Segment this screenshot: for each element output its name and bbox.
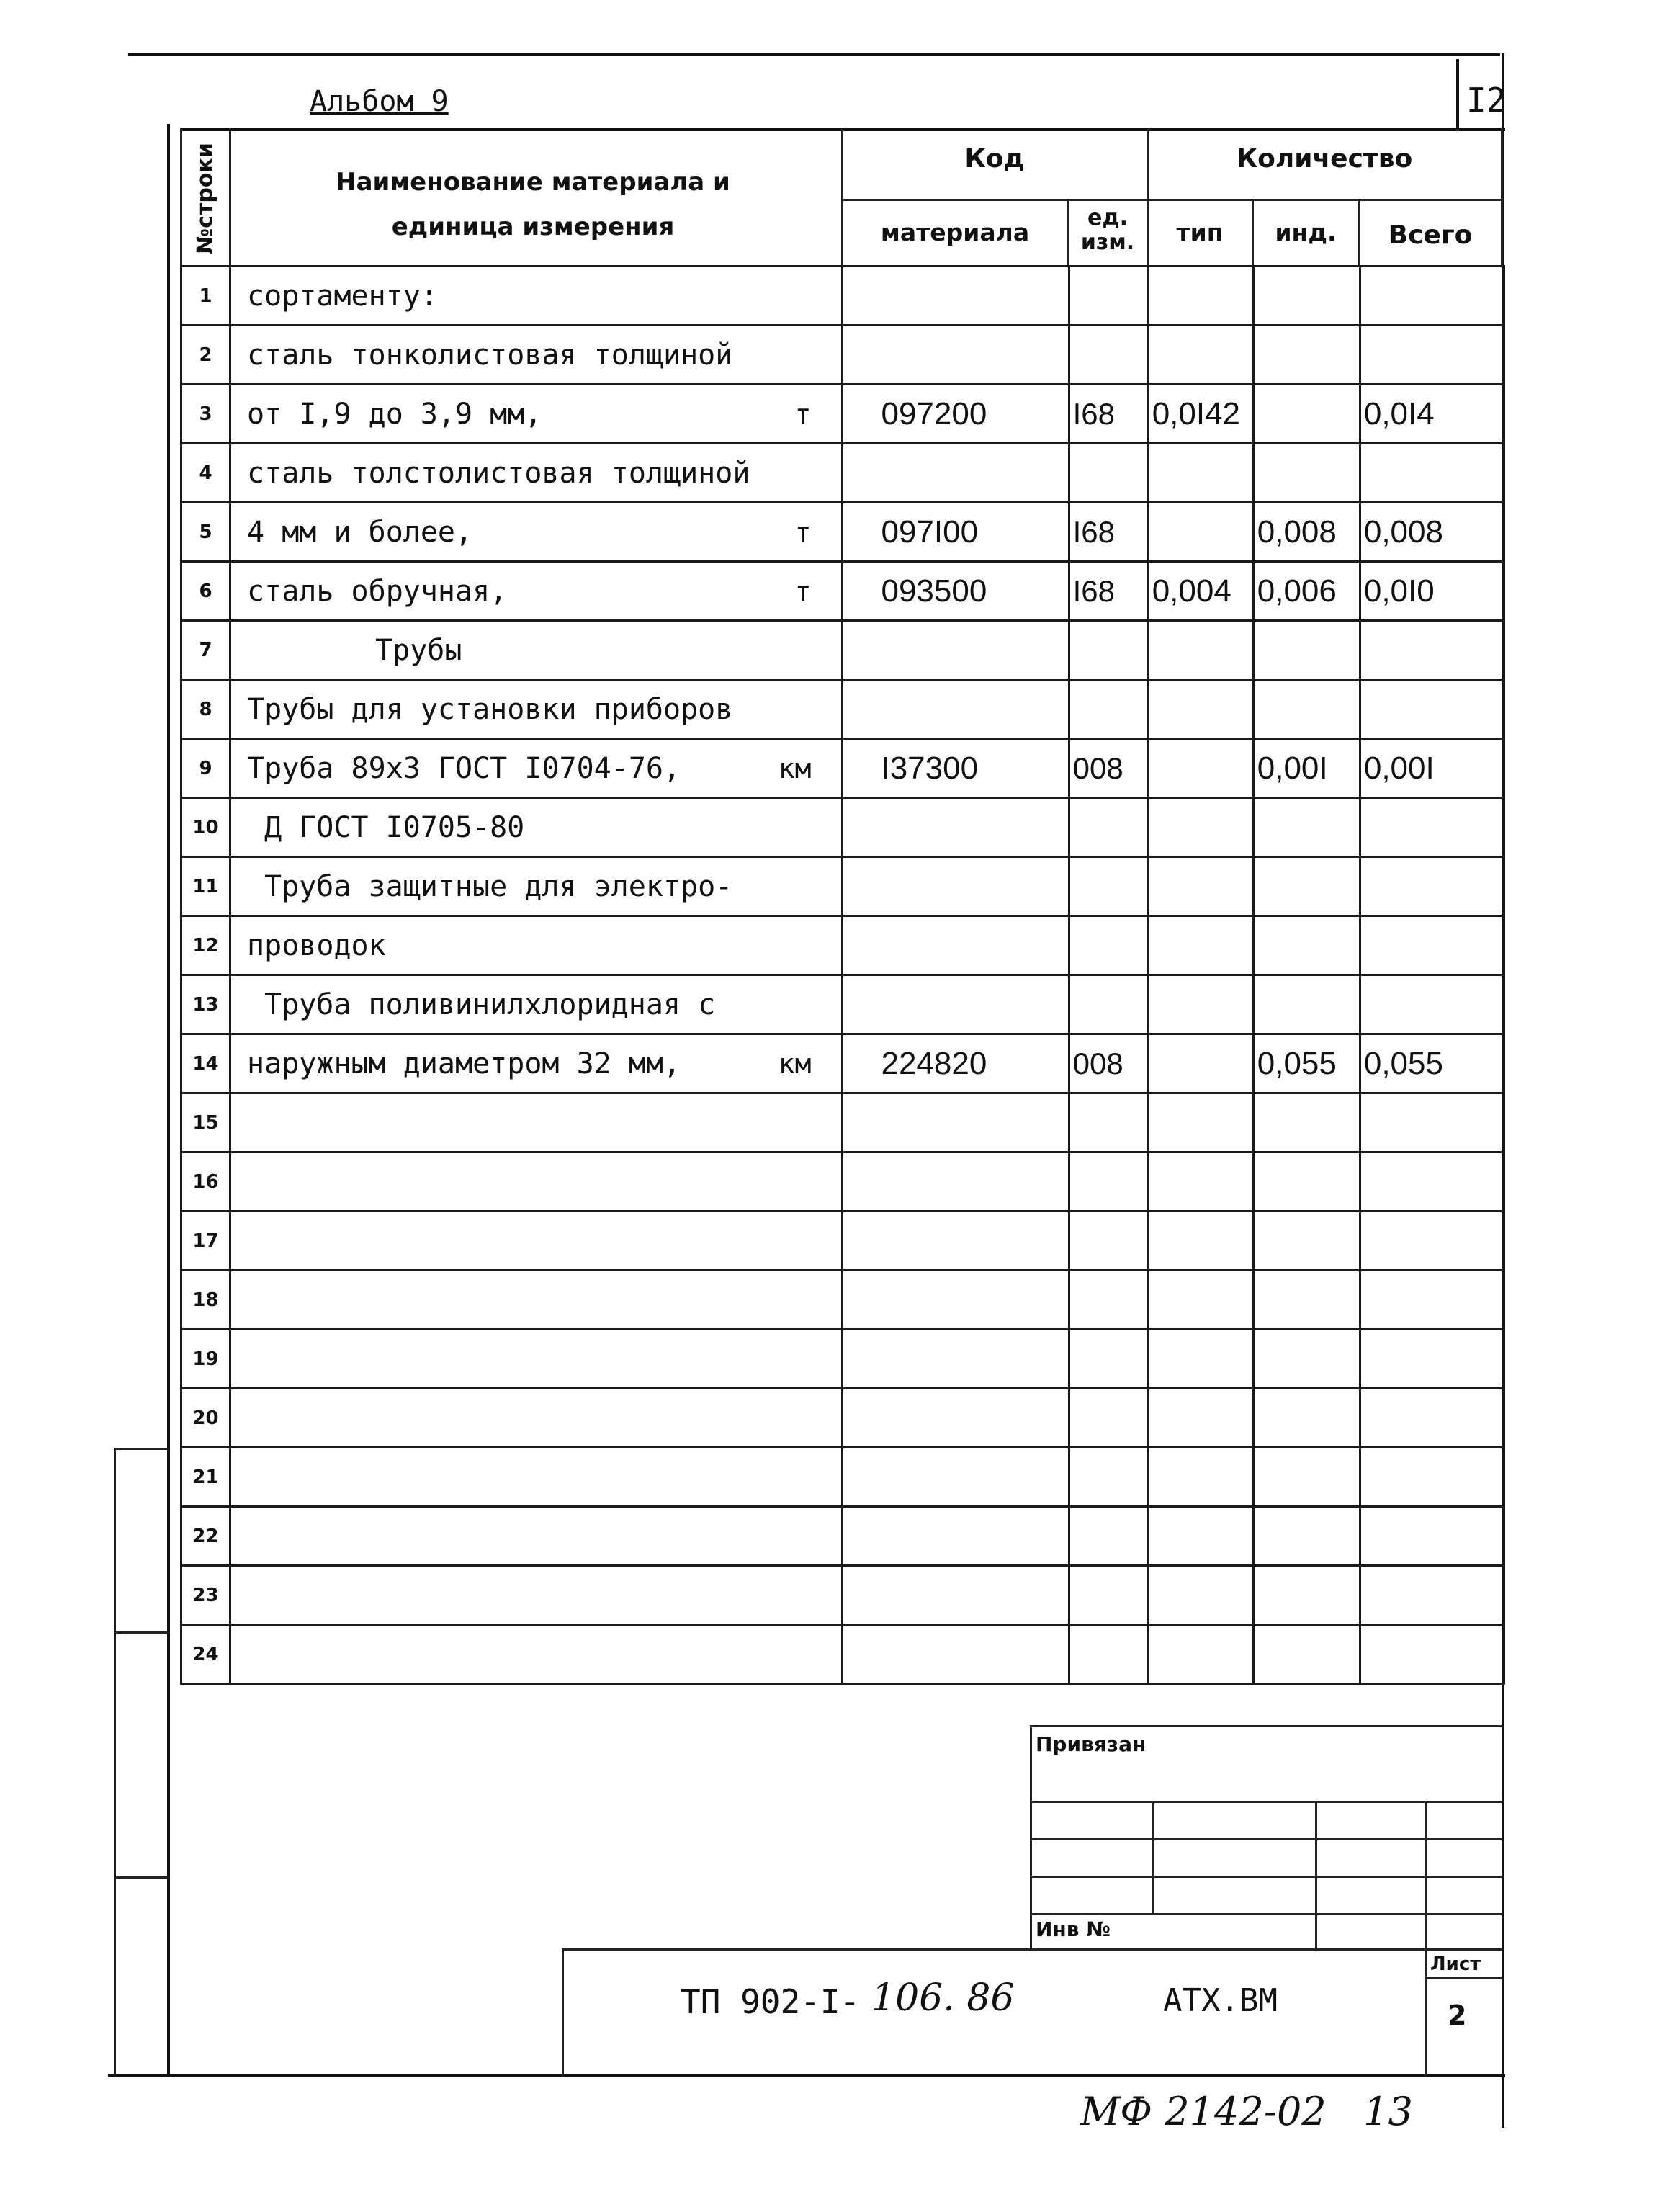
qty-total-cell bbox=[1360, 680, 1504, 739]
material-code-cell bbox=[843, 975, 1069, 1034]
qty-total-cell bbox=[1360, 1448, 1504, 1507]
qty-total-cell bbox=[1360, 916, 1504, 975]
material-name-cell bbox=[230, 1152, 843, 1212]
material-name-cell bbox=[230, 621, 843, 680]
qty-total-cell: 0,0I4 bbox=[1360, 385, 1504, 444]
row-number-cell: 19 bbox=[181, 1330, 230, 1389]
material-name-cell bbox=[230, 739, 843, 798]
page-number: I2 bbox=[1466, 81, 1507, 120]
qty-type-cell bbox=[1148, 326, 1253, 385]
table-row bbox=[181, 1152, 1504, 1212]
table-row bbox=[181, 798, 1504, 857]
material-name-cell bbox=[230, 1566, 843, 1625]
material-code-cell: 093500 bbox=[843, 562, 1069, 621]
material-name-text: 4 мм и более, bbox=[247, 515, 473, 549]
qty-total-cell bbox=[1360, 267, 1504, 326]
qty-ind-cell bbox=[1253, 1330, 1360, 1389]
material-code-cell bbox=[843, 1093, 1069, 1152]
qty-total-cell bbox=[1360, 1625, 1504, 1684]
qty-ind-cell bbox=[1253, 1625, 1360, 1684]
material-code-cell bbox=[843, 621, 1069, 680]
unit-code-cell bbox=[1069, 680, 1148, 739]
material-name-cell bbox=[230, 1271, 843, 1330]
header-qty-type: тип bbox=[1176, 218, 1224, 246]
material-code-cell: I37300 bbox=[843, 739, 1069, 798]
qty-ind-cell bbox=[1253, 621, 1360, 680]
material-name-text: Труба 89х3 ГОСТ I0704-76, bbox=[247, 751, 681, 785]
unit-code-cell bbox=[1069, 857, 1148, 916]
qty-total-cell: 0,0I0 bbox=[1360, 562, 1504, 621]
qty-total-cell bbox=[1360, 975, 1504, 1034]
row-number-cell: 7 bbox=[181, 621, 230, 680]
row-number-cell: 10 bbox=[181, 798, 230, 857]
material-unit-text: т bbox=[794, 398, 812, 430]
row-number-cell: 18 bbox=[181, 1271, 230, 1330]
stamp-doc-section: АТХ.ВМ bbox=[1163, 1982, 1278, 2019]
unit-code-cell bbox=[1069, 1330, 1148, 1389]
material-name-cell bbox=[230, 1212, 843, 1271]
qty-type-cell bbox=[1148, 1093, 1253, 1152]
material-code-cell bbox=[843, 1507, 1069, 1566]
material-code-cell bbox=[843, 1152, 1069, 1212]
material-name-text: Труба поливинилхлоридная с bbox=[264, 988, 716, 1021]
row-number-cell: 3 bbox=[181, 385, 230, 444]
qty-type-cell bbox=[1148, 503, 1253, 562]
album-label: Альбом 9 bbox=[310, 85, 449, 118]
unit-code-cell: I68 bbox=[1069, 503, 1148, 562]
row-number-cell: 5 bbox=[181, 503, 230, 562]
qty-ind-cell bbox=[1253, 1271, 1360, 1330]
qty-type-cell bbox=[1148, 1152, 1253, 1212]
page-number-divider bbox=[1456, 59, 1459, 128]
binding-mark-1 bbox=[114, 1448, 169, 1450]
material-name-text: Трубы для установки приборов bbox=[247, 692, 733, 726]
material-name-cell bbox=[230, 503, 843, 562]
unit-code-cell bbox=[1069, 267, 1148, 326]
qty-total-cell bbox=[1360, 326, 1504, 385]
material-unit-text: км bbox=[778, 752, 812, 784]
header-qty-ind: инд. bbox=[1275, 218, 1337, 246]
row-number-cell: 4 bbox=[181, 444, 230, 503]
qty-total-cell: 0,00I bbox=[1360, 739, 1504, 798]
header-code-unit: ед. изм. bbox=[1080, 205, 1135, 255]
qty-ind-cell bbox=[1253, 1389, 1360, 1448]
stamp-sheet-label: Лист bbox=[1430, 1953, 1481, 1975]
unit-code-cell bbox=[1069, 916, 1148, 975]
material-name-cell bbox=[230, 1330, 843, 1389]
material-name-cell bbox=[230, 798, 843, 857]
row-number-cell: 9 bbox=[181, 739, 230, 798]
qty-type-cell bbox=[1148, 1212, 1253, 1271]
qty-total-cell bbox=[1360, 1507, 1504, 1566]
material-name-cell bbox=[230, 326, 843, 385]
row-number-cell: 20 bbox=[181, 1389, 230, 1448]
table-row bbox=[181, 562, 1504, 621]
row-number-cell: 12 bbox=[181, 916, 230, 975]
material-code-cell bbox=[843, 1330, 1069, 1389]
qty-total-cell bbox=[1360, 1389, 1504, 1448]
qty-total-cell bbox=[1360, 857, 1504, 916]
qty-ind-cell: 0,006 bbox=[1253, 562, 1360, 621]
material-code-cell bbox=[843, 680, 1069, 739]
material-name-cell bbox=[230, 1625, 843, 1684]
qty-total-cell bbox=[1360, 798, 1504, 857]
unit-code-cell bbox=[1069, 326, 1148, 385]
qty-ind-cell bbox=[1253, 1448, 1360, 1507]
material-code-cell bbox=[843, 798, 1069, 857]
material-code-cell: 097I00 bbox=[843, 503, 1069, 562]
qty-ind-cell bbox=[1253, 1566, 1360, 1625]
qty-ind-cell bbox=[1253, 326, 1360, 385]
header-code-material: материала bbox=[880, 218, 1030, 246]
table-row bbox=[181, 739, 1504, 798]
material-name-text: Д ГОСТ I0705-80 bbox=[264, 810, 525, 844]
table-row bbox=[181, 1034, 1504, 1093]
frame-left-line bbox=[167, 124, 170, 2076]
material-code-cell: 097200 bbox=[843, 385, 1069, 444]
material-name-cell bbox=[230, 975, 843, 1034]
unit-code-cell bbox=[1069, 1448, 1148, 1507]
header-qty-total: Всего bbox=[1388, 220, 1473, 250]
row-number-cell: 24 bbox=[181, 1625, 230, 1684]
qty-total-cell bbox=[1360, 1152, 1504, 1212]
qty-total-cell: 0,008 bbox=[1360, 503, 1504, 562]
material-name-text: сталь толстолистовая толщиной bbox=[247, 456, 750, 490]
qty-ind-cell bbox=[1253, 1507, 1360, 1566]
stamp-doc-code-handwritten: 106. 86 bbox=[871, 1976, 1015, 2020]
table-row bbox=[181, 857, 1504, 916]
row-number-cell: 1 bbox=[181, 267, 230, 326]
unit-code-cell: I68 bbox=[1069, 385, 1148, 444]
table-row bbox=[181, 621, 1504, 680]
material-code-cell: 224820 bbox=[843, 1034, 1069, 1093]
qty-ind-cell bbox=[1253, 267, 1360, 326]
footer-handwritten-note: МФ 2142-02 13 bbox=[1080, 2089, 1413, 2134]
material-unit-text: т bbox=[794, 575, 812, 607]
frame-bottom-line bbox=[108, 2074, 1505, 2077]
qty-type-cell bbox=[1148, 798, 1253, 857]
table-row bbox=[181, 916, 1504, 975]
material-name-text: Труба защитные для электро- bbox=[264, 869, 733, 903]
table-row bbox=[181, 1271, 1504, 1330]
qty-ind-cell bbox=[1253, 857, 1360, 916]
material-name-text: Трубы bbox=[375, 633, 462, 667]
material-code-cell bbox=[843, 1566, 1069, 1625]
qty-total-cell bbox=[1360, 1566, 1504, 1625]
material-code-cell bbox=[843, 1448, 1069, 1507]
material-code-cell bbox=[843, 326, 1069, 385]
header-row-no: №строки bbox=[192, 143, 218, 254]
qty-ind-cell bbox=[1253, 1212, 1360, 1271]
qty-ind-cell bbox=[1253, 975, 1360, 1034]
row-number-cell: 17 bbox=[181, 1212, 230, 1271]
material-name-cell bbox=[230, 680, 843, 739]
material-name-text: сталь обручная, bbox=[247, 574, 508, 608]
material-code-cell bbox=[843, 1271, 1069, 1330]
material-name-cell bbox=[230, 1093, 843, 1152]
stamp-sheet-number: 2 bbox=[1448, 2000, 1467, 2031]
unit-code-cell bbox=[1069, 1212, 1148, 1271]
stamp-linked-label: Привязан bbox=[1036, 1732, 1147, 1756]
material-name-cell bbox=[230, 562, 843, 621]
row-number-cell: 8 bbox=[181, 680, 230, 739]
material-name-cell bbox=[230, 1507, 843, 1566]
material-name-cell bbox=[230, 1448, 843, 1507]
qty-ind-cell bbox=[1253, 680, 1360, 739]
unit-code-cell bbox=[1069, 1625, 1148, 1684]
qty-total-cell bbox=[1360, 1212, 1504, 1271]
material-name-text: проводок bbox=[247, 928, 386, 962]
unit-code-cell bbox=[1069, 1152, 1148, 1212]
material-code-cell bbox=[843, 1212, 1069, 1271]
table-row bbox=[181, 503, 1504, 562]
stamp-doc-code: ТП 902-I- bbox=[681, 1982, 861, 2021]
table-row bbox=[181, 267, 1504, 326]
qty-ind-cell bbox=[1253, 385, 1360, 444]
material-name-cell bbox=[230, 267, 843, 326]
table-row bbox=[181, 1330, 1504, 1389]
qty-ind-cell: 0,00I bbox=[1253, 739, 1360, 798]
header-qty-group: Количество bbox=[1236, 144, 1413, 174]
table-row bbox=[181, 680, 1504, 739]
qty-type-cell: 0,0I42 bbox=[1148, 385, 1253, 444]
qty-type-cell bbox=[1148, 1389, 1253, 1448]
material-name-text: сталь тонколистовая толщиной bbox=[247, 338, 733, 372]
qty-total-cell bbox=[1360, 621, 1504, 680]
table-row bbox=[181, 975, 1504, 1034]
table-row bbox=[181, 1093, 1504, 1152]
qty-type-cell bbox=[1148, 1566, 1253, 1625]
table-row bbox=[181, 1625, 1504, 1684]
material-name-cell bbox=[230, 385, 843, 444]
qty-type-cell bbox=[1148, 621, 1253, 680]
binding-margin-line bbox=[114, 1448, 116, 2076]
material-name-text: сортаменту: bbox=[247, 279, 438, 313]
table-row bbox=[181, 1507, 1504, 1566]
qty-ind-cell: 0,055 bbox=[1253, 1034, 1360, 1093]
material-code-cell bbox=[843, 1389, 1069, 1448]
table-row bbox=[181, 444, 1504, 503]
qty-type-cell bbox=[1148, 1271, 1253, 1330]
qty-ind-cell bbox=[1253, 916, 1360, 975]
row-number-cell: 13 bbox=[181, 975, 230, 1034]
material-code-cell bbox=[843, 1625, 1069, 1684]
qty-total-cell bbox=[1360, 1330, 1504, 1389]
qty-ind-cell bbox=[1253, 444, 1360, 503]
binding-mark-3 bbox=[114, 1876, 169, 1879]
qty-type-cell bbox=[1148, 739, 1253, 798]
qty-ind-cell: 0,008 bbox=[1253, 503, 1360, 562]
qty-type-cell: 0,004 bbox=[1148, 562, 1253, 621]
qty-type-cell bbox=[1148, 975, 1253, 1034]
frame-top-line bbox=[128, 53, 1500, 56]
qty-type-cell bbox=[1148, 1448, 1253, 1507]
material-name-cell bbox=[230, 857, 843, 916]
qty-ind-cell bbox=[1253, 798, 1360, 857]
qty-total-cell bbox=[1360, 1093, 1504, 1152]
unit-code-cell bbox=[1069, 1566, 1148, 1625]
row-number-cell: 6 bbox=[181, 562, 230, 621]
table-row bbox=[181, 1389, 1504, 1448]
stamp-inv-label: Инв № bbox=[1036, 1917, 1111, 1941]
table-row bbox=[181, 1566, 1504, 1625]
material-name-cell bbox=[230, 1034, 843, 1093]
row-number-cell: 22 bbox=[181, 1507, 230, 1566]
qty-type-cell bbox=[1148, 857, 1253, 916]
row-number-cell: 21 bbox=[181, 1448, 230, 1507]
qty-type-cell bbox=[1148, 680, 1253, 739]
qty-type-cell bbox=[1148, 1330, 1253, 1389]
material-code-cell bbox=[843, 916, 1069, 975]
material-name-cell bbox=[230, 1389, 843, 1448]
binding-mark-2 bbox=[114, 1631, 169, 1634]
material-name-cell bbox=[230, 444, 843, 503]
header-code-group: Код bbox=[964, 144, 1025, 174]
material-name-text: от I,9 до 3,9 мм, bbox=[247, 397, 542, 431]
qty-type-cell bbox=[1148, 267, 1253, 326]
unit-code-cell bbox=[1069, 798, 1148, 857]
table-row bbox=[181, 385, 1504, 444]
material-name-cell bbox=[230, 916, 843, 975]
material-code-cell bbox=[843, 444, 1069, 503]
material-code-cell bbox=[843, 267, 1069, 326]
material-unit-text: т bbox=[794, 516, 812, 548]
unit-code-cell bbox=[1069, 1389, 1148, 1448]
header-name: Наименование материала и единица измерения bbox=[336, 168, 730, 241]
qty-ind-cell bbox=[1253, 1152, 1360, 1212]
row-number-cell: 23 bbox=[181, 1566, 230, 1625]
material-code-cell bbox=[843, 857, 1069, 916]
unit-code-cell bbox=[1069, 1093, 1148, 1152]
unit-code-cell bbox=[1069, 444, 1148, 503]
table-row bbox=[181, 326, 1504, 385]
spec-table bbox=[180, 265, 1505, 1685]
unit-code-cell: 008 bbox=[1069, 1034, 1148, 1093]
qty-ind-cell bbox=[1253, 1093, 1360, 1152]
table-row bbox=[181, 1448, 1504, 1507]
unit-code-cell: 008 bbox=[1069, 739, 1148, 798]
unit-code-cell bbox=[1069, 1271, 1148, 1330]
row-number-cell: 16 bbox=[181, 1152, 230, 1212]
unit-code-cell: I68 bbox=[1069, 562, 1148, 621]
qty-type-cell bbox=[1148, 916, 1253, 975]
qty-total-cell bbox=[1360, 444, 1504, 503]
unit-code-cell bbox=[1069, 1507, 1148, 1566]
qty-type-cell bbox=[1148, 1507, 1253, 1566]
material-name-text: наружным диаметром 32 мм, bbox=[247, 1047, 681, 1080]
table-row bbox=[181, 1212, 1504, 1271]
row-number-cell: 11 bbox=[181, 857, 230, 916]
qty-total-cell bbox=[1360, 1271, 1504, 1330]
qty-type-cell bbox=[1148, 444, 1253, 503]
qty-type-cell bbox=[1148, 1034, 1253, 1093]
unit-code-cell bbox=[1069, 975, 1148, 1034]
unit-code-cell bbox=[1069, 621, 1148, 680]
qty-type-cell bbox=[1148, 1625, 1253, 1684]
row-number-cell: 14 bbox=[181, 1034, 230, 1093]
material-unit-text: км bbox=[778, 1047, 812, 1080]
row-number-cell: 2 bbox=[181, 326, 230, 385]
qty-total-cell: 0,055 bbox=[1360, 1034, 1504, 1093]
row-number-cell: 15 bbox=[181, 1093, 230, 1152]
